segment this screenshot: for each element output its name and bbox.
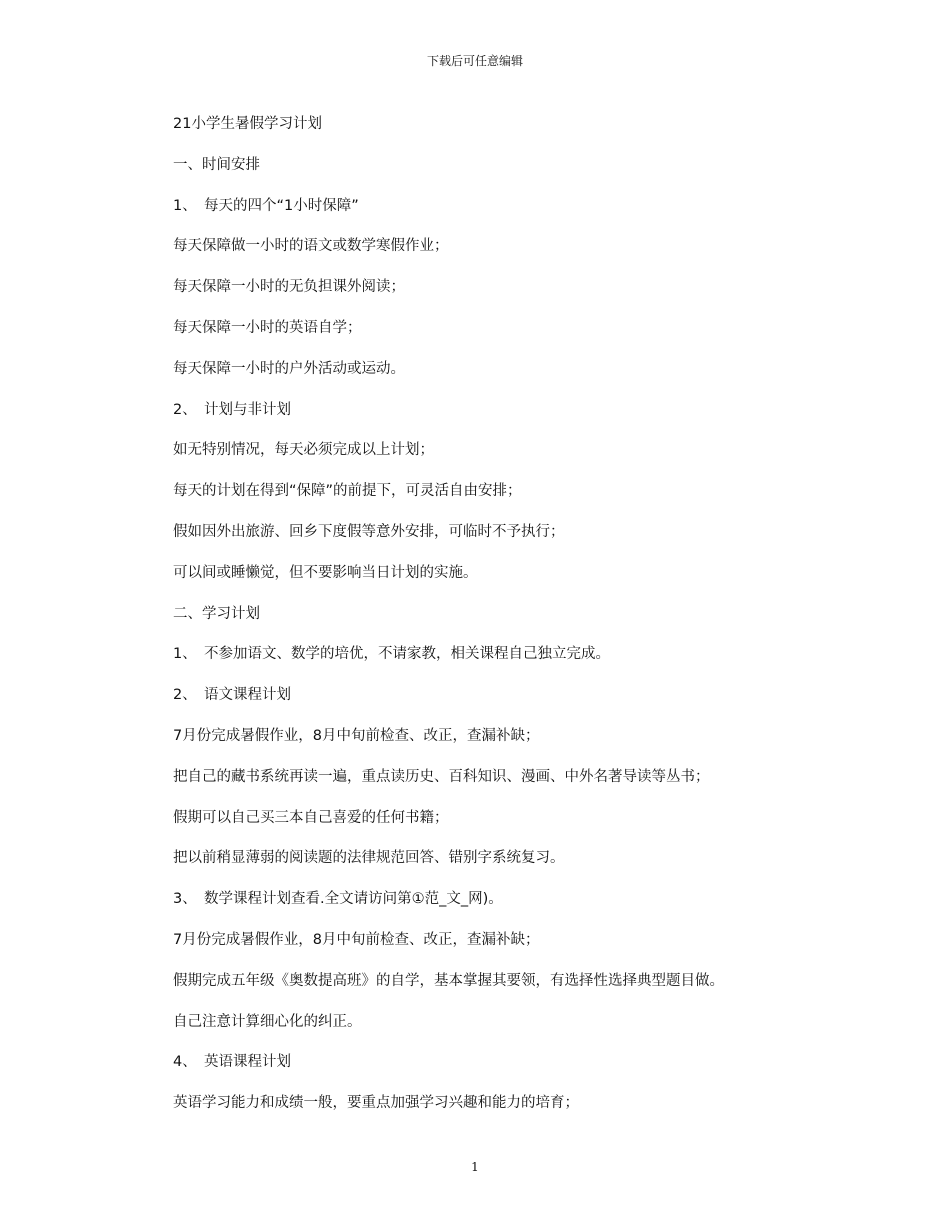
subsection-heading: 3、 数学课程计划查看.全文请访问第①范_文_网)。 (173, 891, 503, 908)
paragraph-line: 7月份完成暑假作业，8月中旬前检查、改正，查漏补缺； (173, 727, 540, 744)
paragraph-line: 英语学习能力和成绩一般，要重点加强学习兴趣和能力的培育； (173, 1095, 579, 1112)
page-number: 1 (471, 1160, 479, 1174)
paragraph-line: 自己注意计算细心化的纠正。 (173, 1013, 362, 1030)
paragraph-line: 假期完成五年级《奥数提高班》的自学，基本掌握其要领，有选择性选择典型题目做。 (173, 972, 724, 989)
paragraph-line: 每天保障一小时的英语自学； (173, 319, 362, 336)
paragraph-line: 假期可以自己买三本自己喜爱的任何书籍； (173, 809, 449, 826)
paragraph-line: 7月份完成暑假作业，8月中旬前检查、改正，查漏补缺； (173, 931, 540, 948)
paragraph-line: 每天保障一小时的户外活动或运动。 (173, 360, 405, 377)
document-body (173, 112, 873, 1132)
paragraph-line: 假如因外出旅游、回乡下度假等意外安排，可临时不予执行； (173, 523, 565, 540)
section-heading: 一、时间安排 (173, 156, 260, 173)
paragraph-line: 每天的计划在得到“保障”的前提下，可灵活自由安排； (173, 483, 522, 500)
document-title: 21小学生暑假学习计划 (173, 116, 322, 132)
subsection-heading: 4、 英语课程计划 (173, 1054, 291, 1071)
subsection-heading: 1、 每天的四个“1小时保障” (173, 197, 359, 214)
subsection-heading: 2、 语文课程计划 (173, 687, 291, 704)
subsection-heading: 1、 不参加语文、数学的培优，不请家教，相关课程自己独立完成。 (173, 646, 610, 663)
header-note: 下载后可任意编辑 (426, 54, 523, 68)
paragraph-line: 每天保障一小时的无负担课外阅读； (173, 279, 405, 296)
paragraph-line: 如无特别情况，每天必须完成以上计划； (173, 442, 434, 459)
section-heading: 二、学习计划 (173, 605, 260, 622)
paragraph-line: 把以前稍显薄弱的阅读题的法律规范回答、错别字系统复习。 (173, 850, 565, 867)
subsection-heading: 2、 计划与非计划 (173, 401, 291, 418)
paragraph-line: 每天保障做一小时的语文或数学寒假作业； (173, 238, 449, 255)
paragraph-line: 把自己的藏书系统再读一遍，重点读历史、百科知识、漫画、中外名著导读等丛书； (173, 768, 710, 785)
paragraph-line: 可以间或睡懒觉，但不要影响当日计划的实施。 (173, 564, 478, 581)
